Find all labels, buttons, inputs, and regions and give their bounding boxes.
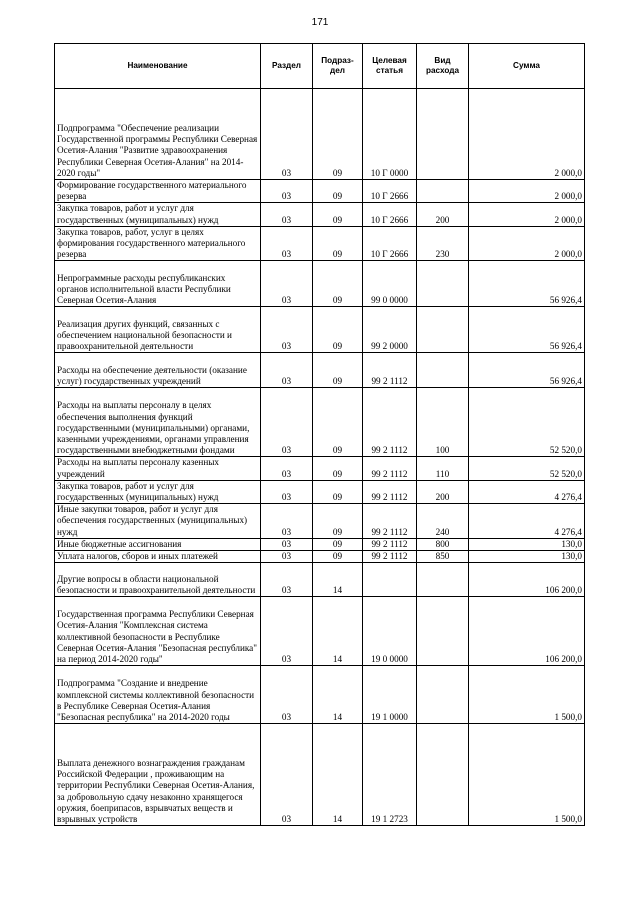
budget-table [54,43,585,826]
row-subsection: 09 [313,538,363,550]
row-name: Другие вопросы в области национальной безопасности и правоохранительной деятельности [55,563,261,597]
row-subsection: 14 [313,563,363,597]
row-expense-type: 100 [417,388,469,457]
row-section: 03 [261,538,313,550]
row-section: 03 [261,666,313,724]
row-expense-type: 230 [417,226,469,261]
row-name: Подпрограмма "Обеспечение реализации Государственной программы Республики Северная Осетия-Алания "Развитие здравоохранения Республики Северная Осетия-Алания" на 2014-2020 годы" [55,89,261,180]
table-row [55,538,585,550]
table-row [55,261,585,307]
row-subsection: 09 [313,551,363,563]
row-name: Иные закупки товаров, работ и услуг для обеспечения государственных (муниципальных) нужд [55,504,261,539]
row-subsection: 09 [313,457,363,480]
row-name: Расходы на обеспечение деятельности (оказание услуг) государственных учреждений [55,353,261,388]
row-subsection: 09 [313,307,363,353]
row-target: 10 Г 0000 [363,89,417,180]
row-expense-type [417,307,469,353]
row-subsection: 09 [313,203,363,226]
row-subsection: 09 [313,480,363,503]
row-sum: 4 276,4 [469,480,585,503]
row-name: Закупка товаров, работ и услуг для государственных (муниципальных) нужд [55,480,261,503]
row-sum: 106 200,0 [469,563,585,597]
row-target: 99 2 1112 [363,457,417,480]
row-sum: 52 520,0 [469,388,585,457]
row-target: 10 Г 2666 [363,226,417,261]
row-expense-type: 240 [417,504,469,539]
row-sum: 130,0 [469,538,585,550]
row-target: 99 2 1112 [363,353,417,388]
table-row [55,724,585,826]
row-name: Иные бюджетные ассигнования [55,538,261,550]
row-sum: 1 500,0 [469,666,585,724]
row-sum: 1 500,0 [469,724,585,826]
row-expense-type: 850 [417,551,469,563]
row-target: 10 Г 2666 [363,203,417,226]
row-section: 03 [261,480,313,503]
table-row [55,388,585,457]
table-row [55,89,585,180]
row-expense-type [417,666,469,724]
row-sum: 2 000,0 [469,180,585,203]
row-section: 03 [261,203,313,226]
row-section: 03 [261,457,313,480]
row-target: 99 0 0000 [363,261,417,307]
table-row [55,203,585,226]
table-header-row [55,44,585,89]
row-expense-type: 110 [417,457,469,480]
row-name: Расходы на выплаты персоналу казенных учреждений [55,457,261,480]
header-section: Раздел [261,44,313,89]
row-sum: 52 520,0 [469,457,585,480]
table-row [55,563,585,597]
row-subsection: 09 [313,261,363,307]
row-target [363,563,417,597]
table-row [55,307,585,353]
header-name: Наименование [55,44,261,89]
row-section: 03 [261,226,313,261]
row-subsection: 09 [313,89,363,180]
row-name: Уплата налогов, сборов и иных платежей [55,551,261,563]
row-sum: 56 926,4 [469,353,585,388]
page-number: 171 [311,17,329,28]
row-subsection: 14 [313,724,363,826]
header-target: Целевая статья [363,44,417,89]
table-row [55,180,585,203]
row-expense-type [417,724,469,826]
row-name: Реализация других функций, связанных с обеспечением национальной безопасности и правоохранительной деятельности [55,307,261,353]
row-sum: 130,0 [469,551,585,563]
table-row [55,480,585,503]
row-target: 99 2 0000 [363,307,417,353]
row-section: 03 [261,551,313,563]
row-name: Закупка товаров, работ и услуг для государственных (муниципальных) нужд [55,203,261,226]
table-row [55,226,585,261]
row-expense-type [417,89,469,180]
row-expense-type [417,353,469,388]
table-row [55,666,585,724]
row-target: 99 2 1112 [363,480,417,503]
row-expense-type: 800 [417,538,469,550]
row-expense-type [417,563,469,597]
row-expense-type: 200 [417,203,469,226]
row-section: 03 [261,180,313,203]
table-row [55,597,585,666]
row-target: 99 2 1112 [363,388,417,457]
header-subsection: Подраз-дел [313,44,363,89]
row-sum: 56 926,4 [469,307,585,353]
row-target: 99 2 1112 [363,551,417,563]
row-subsection: 09 [313,180,363,203]
table-row [55,504,585,539]
header-expense-type: Вид расхода [417,44,469,89]
table-row [55,457,585,480]
row-target: 10 Г 2666 [363,180,417,203]
row-section: 03 [261,504,313,539]
row-name: Непрограммные расходы республиканских органов исполнительной власти Республики Северная Осетия-Алания [55,261,261,307]
row-expense-type [417,597,469,666]
row-subsection: 09 [313,353,363,388]
row-subsection: 09 [313,504,363,539]
row-target: 99 2 1112 [363,504,417,539]
row-target: 19 0 0000 [363,597,417,666]
row-name: Подпрограмма "Создание и внедрение комплексной системы коллективной безопасности в Республике Северная Осетия-Алания "Безопасная республика" на 2014-2020 годы [55,666,261,724]
row-expense-type: 200 [417,480,469,503]
row-name: Закупка товаров, работ, услуг в целях формирования государственного материального резерва [55,226,261,261]
row-sum: 4 276,4 [469,504,585,539]
table-row [55,353,585,388]
row-subsection: 14 [313,666,363,724]
row-name: Расходы на выплаты персоналу в целях обеспечения выполнения функций государственными (муниципальными) органами, казенными учреждениями, органами управления государственными внебюджетными фондами [55,388,261,457]
row-target: 19 1 0000 [363,666,417,724]
row-section: 03 [261,388,313,457]
row-section: 03 [261,563,313,597]
row-subsection: 14 [313,597,363,666]
row-subsection: 09 [313,388,363,457]
row-expense-type [417,180,469,203]
row-sum: 106 200,0 [469,597,585,666]
row-name: Государственная программа Республики Северная Осетия-Алания "Комплексная система коллективной безопасности в Республике Северная Осетия-Алания "Безопасная республика" на период 2014-2020 годы" [55,597,261,666]
row-sum: 2 000,0 [469,203,585,226]
header-sum: Сумма [469,44,585,89]
row-section: 03 [261,353,313,388]
row-name: Формирование государственного материального резерва [55,180,261,203]
row-sum: 2 000,0 [469,89,585,180]
row-sum: 56 926,4 [469,261,585,307]
row-name: Выплата денежного вознаграждения гражданам Российской Федерации , проживающим на территории Республики Северная Осетия-Алания, за добровольную сдачу незаконно хранящегося оружия, боеприпасов, взрывчатых веществ и взрывных устройств [55,724,261,826]
row-section: 03 [261,597,313,666]
row-section: 03 [261,307,313,353]
row-subsection: 09 [313,226,363,261]
row-target: 99 2 1112 [363,538,417,550]
row-section: 03 [261,89,313,180]
row-sum: 2 000,0 [469,226,585,261]
row-section: 03 [261,724,313,826]
row-expense-type [417,261,469,307]
row-target: 19 1 2723 [363,724,417,826]
row-section: 03 [261,261,313,307]
table-row [55,551,585,563]
